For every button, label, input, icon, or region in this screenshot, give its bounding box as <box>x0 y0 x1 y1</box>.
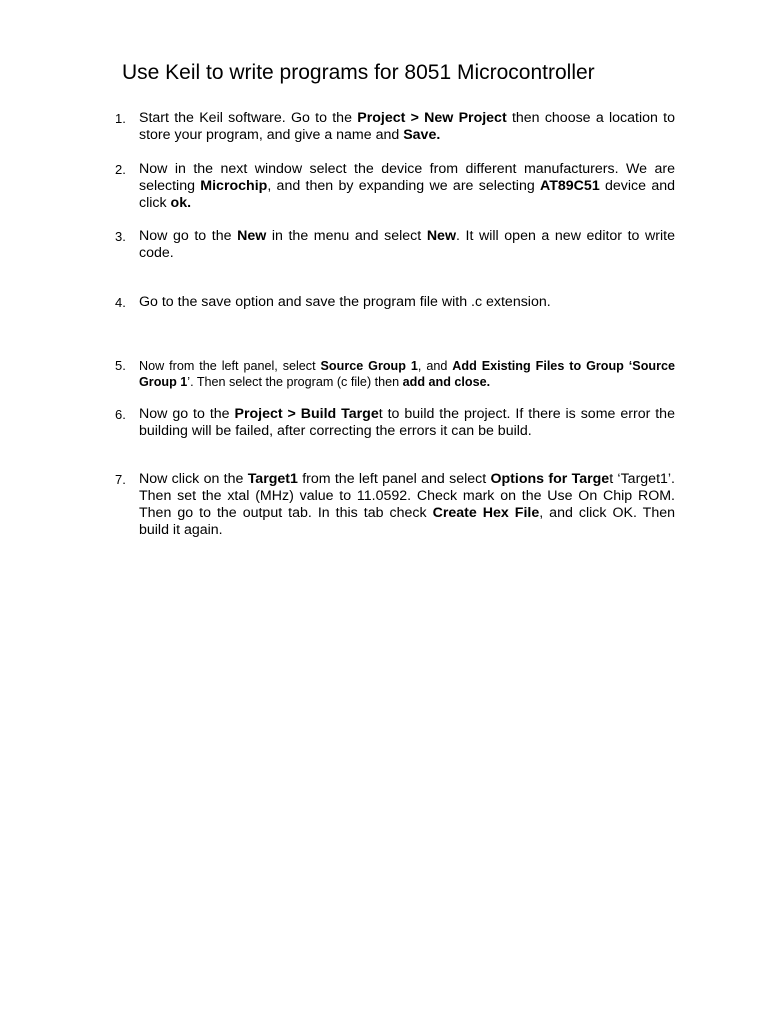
step-text <box>139 110 675 144</box>
step-number: 3. <box>115 229 126 244</box>
step-text-part: Now click on the <box>139 471 248 487</box>
step-bold-text: AT89C51 <box>540 178 600 194</box>
step-text <box>139 471 675 539</box>
step-text-part: then choose a location to store your program, and give a name and <box>139 110 675 143</box>
step-text-part: in the menu and select <box>266 228 427 244</box>
step-bold-text: Source Group 1 <box>320 359 418 373</box>
step-text-part: , and then by expanding we are selecting <box>267 178 541 194</box>
step-text-part: Now go to the <box>139 406 235 422</box>
step-number: 6. <box>115 407 126 422</box>
step-bold-text: Create Hex File <box>432 505 540 521</box>
step-number: 1. <box>115 111 126 126</box>
step-number: 2. <box>115 162 126 177</box>
step-text-part: t ‘Target1’. Then set the xtal (MHz) value to 11.0592. Check mark on the Use On Chip ROM. Then go to the output tab. In this tab check <box>139 471 675 521</box>
step-text <box>139 161 675 212</box>
step-number: 4. <box>115 295 126 310</box>
step-text-part: from the left panel and select <box>297 471 491 487</box>
step-text-part: Now in the next window select the device from different manufacturers. We are selecting <box>139 161 675 194</box>
step-text-part: , and click OK. Then build it again. <box>139 505 675 538</box>
step-bold-text: Target1 <box>247 471 298 487</box>
step-bold-text: Save. <box>403 127 441 143</box>
step-text <box>139 358 675 390</box>
step-text-part: ’. Then select the program (c file) then <box>187 375 403 389</box>
step-text-part: Now go to the <box>139 228 238 244</box>
step-text-part: device and click <box>139 178 676 211</box>
step-text <box>139 406 675 440</box>
step-bold-text: Add Existing Files to Group ‘Source Group 1 <box>139 359 675 389</box>
step-text-part: . It will open a new editor to write code. <box>139 228 675 261</box>
step-number: 5. <box>115 358 126 373</box>
step-text <box>139 294 675 311</box>
step-text-part: , and <box>417 359 453 373</box>
step-bold-text: Project > New Project <box>357 110 507 126</box>
step-text-part: Start the Keil software. Go to the <box>139 110 358 126</box>
step-bold-text: Options for Targe <box>490 471 610 487</box>
step-text-part: Go to the save option and save the program file with .c extension. <box>139 294 551 310</box>
step-bold-text: Project > Build Targe <box>234 406 379 422</box>
step-text-part: t to build the project. If there is some error the building will be failed, after correcting the errors it can be build. <box>139 406 675 439</box>
step-text <box>139 228 675 262</box>
step-bold-text: ok. <box>170 195 192 211</box>
step-bold-text: New <box>426 228 456 244</box>
page-title: Use Keil to write programs for 8051 Microcontroller <box>122 61 595 84</box>
step-bold-text: New <box>237 228 267 244</box>
step-number: 7. <box>115 472 126 487</box>
step-bold-text: add and close. <box>402 375 491 389</box>
step-text-part: Now from the left panel, select <box>139 359 321 373</box>
step-bold-text: Microchip <box>200 178 268 194</box>
